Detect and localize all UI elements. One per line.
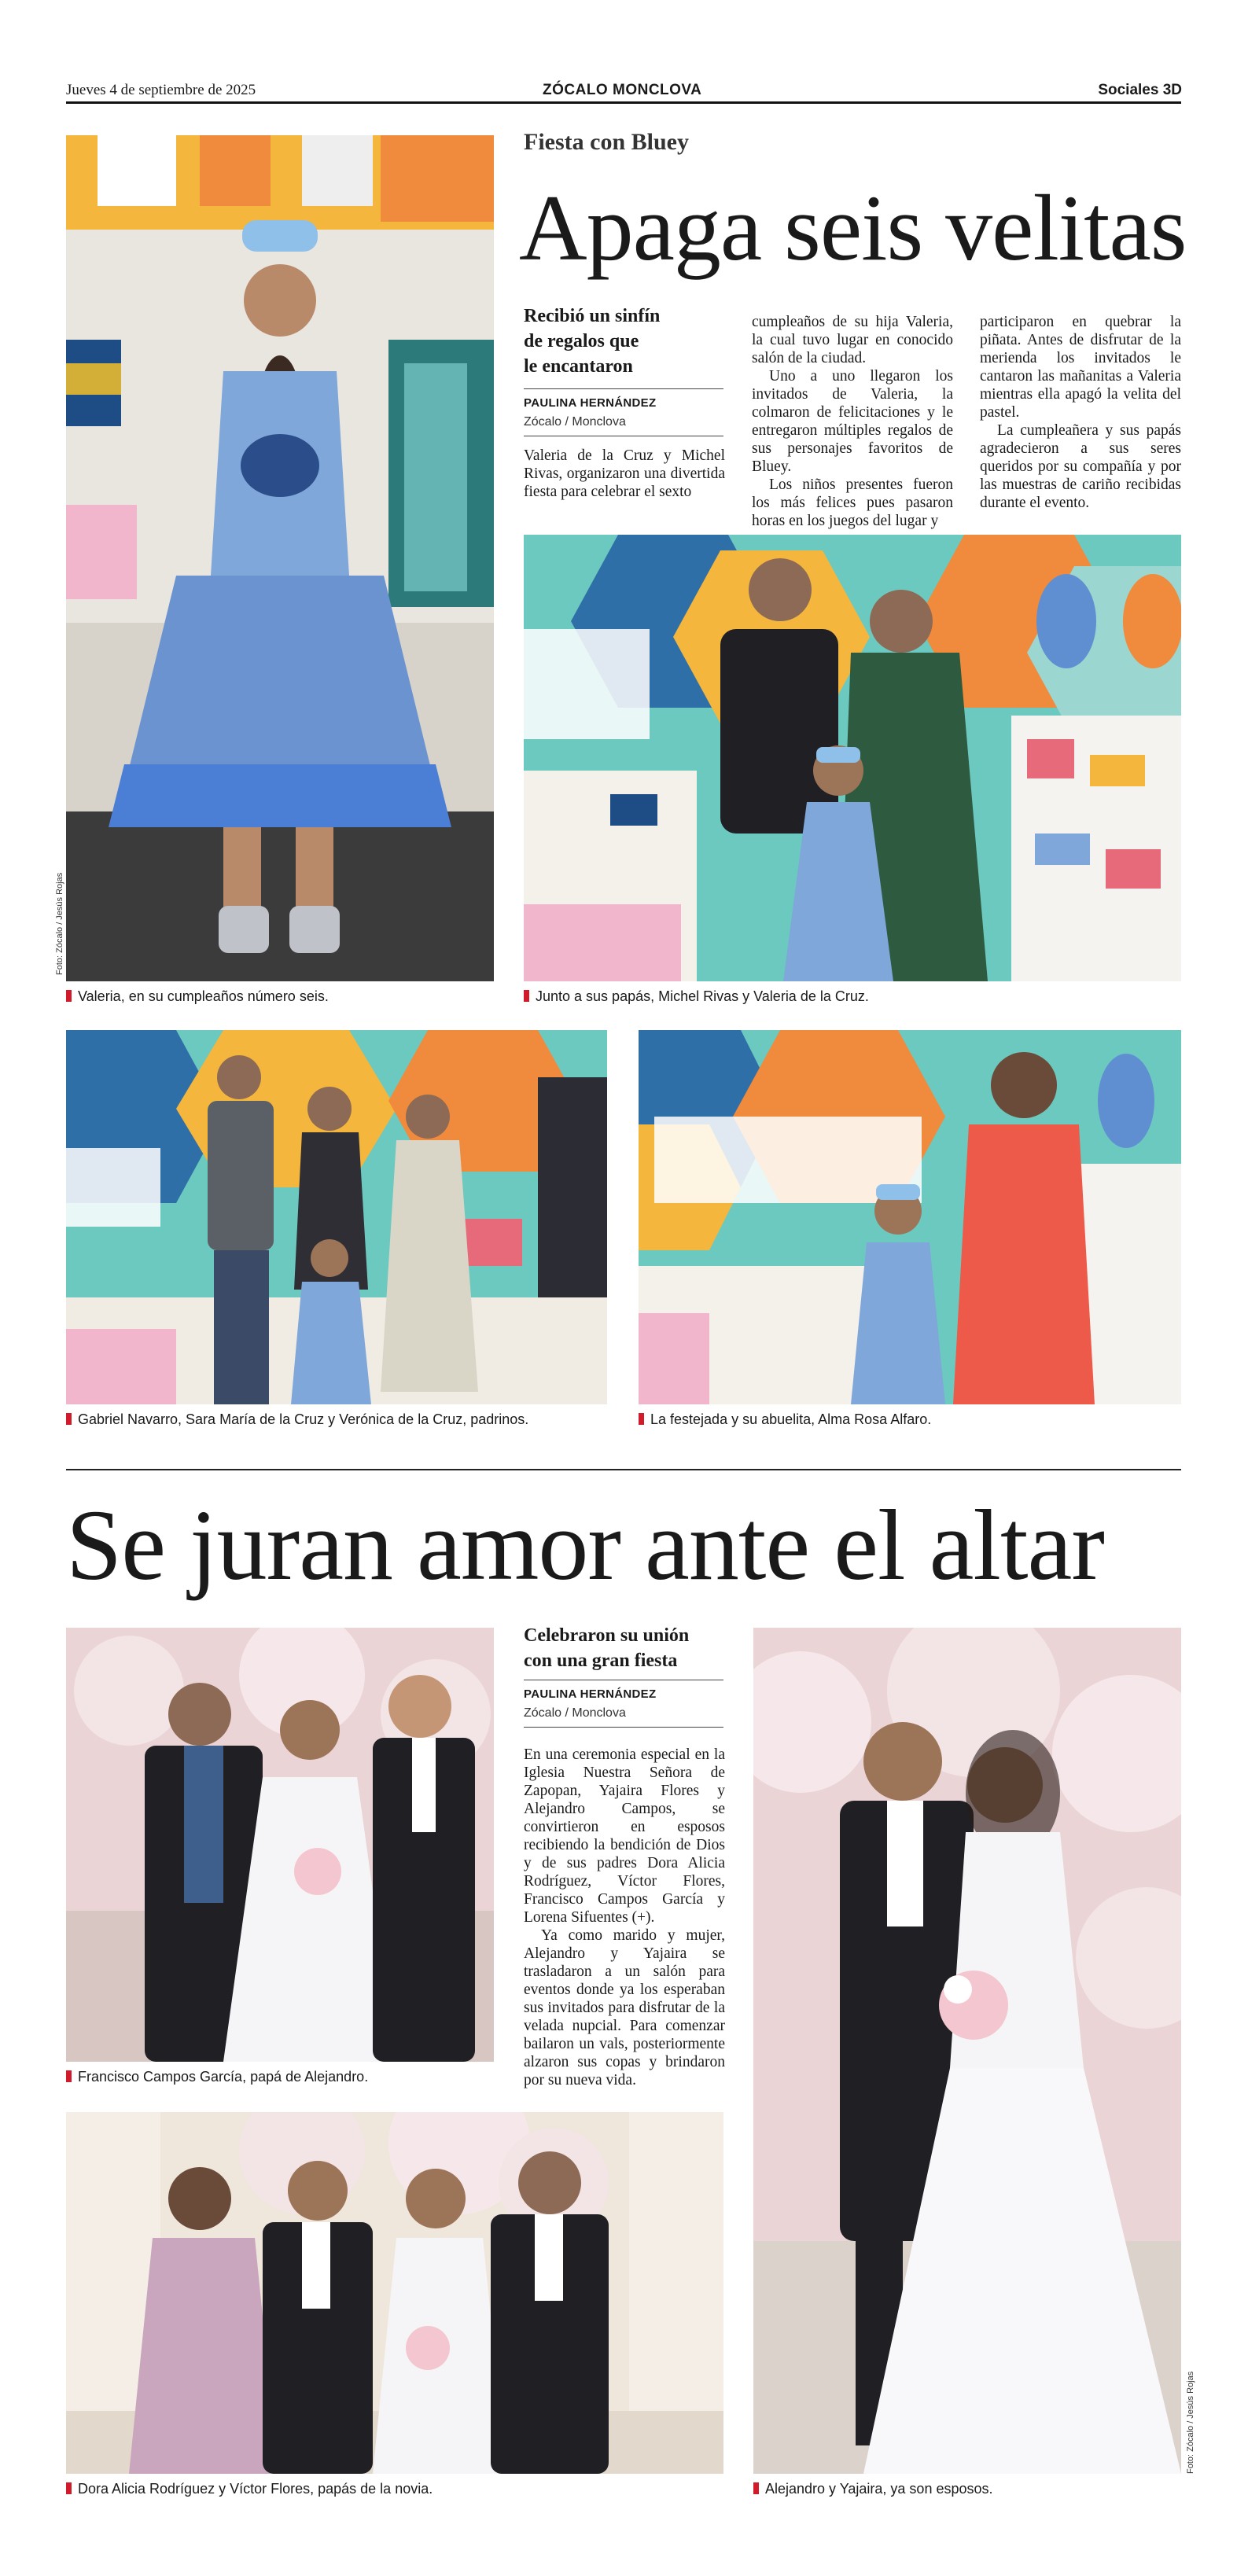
caption-groom-father	[66, 2068, 368, 2085]
caption-text: Alejandro y Yajaira, ya son esposos.	[765, 2481, 993, 2497]
caption-godparents	[66, 1411, 528, 1428]
story1-kicker: Fiesta con Bluey	[524, 129, 689, 155]
caption-bullet	[66, 2482, 72, 2494]
caption-bullet	[66, 2070, 72, 2082]
caption-grandma	[639, 1411, 931, 1428]
paragraph: La cumpleañera y sus papás agradecieron a sus seres queridos por su compañía y por las muestras de cariño recibidas durante el evento.	[980, 422, 1181, 511]
story1-author: PAULINA HERNÁNDEZ	[524, 396, 657, 410]
caption-text: Gabriel Navarro, Sara María de la Cruz y Verónica de la Cruz, padrinos.	[78, 1411, 529, 1427]
caption-bullet	[639, 1413, 644, 1425]
story1-column-1	[524, 447, 725, 501]
paragraph: participaron en quebrar la piñata. Antes de disfrutar de la merienda los invitados le cantaron las mañanitas a Valeria mientras ella apagó la velita del pastel.	[980, 314, 1181, 421]
godparents-photo	[66, 1030, 607, 1404]
caption-bride-parents	[66, 2480, 433, 2497]
newspaper-name: ZÓCALO MONCLOVA	[543, 82, 702, 98]
caption-bullet	[753, 2482, 759, 2494]
caption-text: La festejada y su abuelita, Alma Rosa Alfaro.	[650, 1411, 932, 1427]
paragraph: Ya como marido y mujer, Alejandro y Yajaira se trasladaron a un salón para eventos donde ya los esperaban sus invitados para disfrutar de la velada nupcial. Para comenzar bailaron un vals, posteriormente alzaron sus copas y brindaron por su nueva vida.	[524, 1927, 725, 2088]
caption-text: Francisco Campos García, papá de Alejandro.	[78, 2069, 369, 2085]
bride-parents-photo	[66, 2112, 723, 2474]
groom-father-photo	[66, 1628, 494, 2062]
couple-photo	[753, 1628, 1181, 2474]
story1-column-2	[752, 313, 953, 530]
story2-column	[524, 1746, 725, 2089]
section-separator	[66, 1469, 1181, 1470]
header-rule	[66, 101, 1181, 104]
photo-credit: Foto: Zócalo / Jesús Rojas	[1186, 2371, 1195, 2474]
deck-line: con una gran fiesta	[524, 1650, 678, 1671]
section-label: Sociales 3D	[1098, 82, 1182, 98]
caption-parents	[524, 988, 869, 1005]
issue-date: Jueves 4 de septiembre de 2025	[66, 82, 256, 98]
caption-text: Valeria, en su cumpleaños número seis.	[78, 988, 329, 1004]
story2-author: PAULINA HERNÁNDEZ	[524, 1687, 657, 1701]
paragraph: En una ceremonia especial en la Iglesia Nuestra Señora de Zapopan, Yajaira Flores y Alejandro Campos, se convirtieron en esposos recibiendo la bendición de Dios y de sus padres Dora Alicia Rodríguez, Víctor Flores, Francisco Campos García y Lorena Sifuentes (+).	[524, 1746, 725, 1926]
photo-credit: Foto: Zócalo / Jesús Rojas	[55, 872, 64, 975]
grandma-photo	[639, 1030, 1181, 1404]
story1-headline: Apaga seis velitas	[519, 175, 1187, 280]
story1-location: Zócalo / Monclova	[524, 415, 626, 429]
caption-bullet	[66, 1413, 72, 1425]
deck-line: Recibió un sinfín	[524, 306, 661, 326]
paragraph: Los niños presentes fueron los más felices pues pasaron horas en los juegos del lugar y	[752, 477, 953, 529]
caption-text: Junto a sus papás, Michel Rivas y Valeria de la Cruz.	[536, 988, 869, 1004]
paragraph: Uno a uno llegaron los invitados de Valeria, la colmaron de felicitaciones y le entregaron múltiples regalos de sus personajes favoritos de Bluey.	[752, 368, 953, 475]
paragraph: Valeria de la Cruz y Michel Rivas, organizaron una divertida fiesta para celebrar el sexto	[524, 447, 725, 500]
parents-photo	[524, 535, 1181, 981]
paragraph: cumpleaños de su hija Valeria, la cual tuvo lugar en conocido salón de la ciudad.	[752, 314, 953, 366]
caption-text: Dora Alicia Rodríguez y Víctor Flores, papás de la novia.	[78, 2481, 433, 2497]
byline-rule	[524, 1727, 723, 1728]
story1-deck	[524, 304, 736, 379]
story2-headline: Se juran amor ante el altar	[66, 1489, 1104, 1601]
byline-rule	[524, 388, 723, 389]
caption-bullet	[524, 990, 529, 1002]
deck-line: de regalos que	[524, 331, 639, 351]
caption-bullet	[66, 990, 72, 1002]
caption-couple	[753, 2480, 993, 2497]
caption-birthday-girl	[66, 988, 329, 1005]
deck-line: Celebraron su unión	[524, 1625, 690, 1646]
deck-line: le encantaron	[524, 356, 633, 377]
story1-column-3	[980, 313, 1181, 512]
birthday-girl-photo	[66, 135, 494, 981]
story2-deck	[524, 1623, 736, 1673]
story2-location: Zócalo / Monclova	[524, 1706, 626, 1720]
